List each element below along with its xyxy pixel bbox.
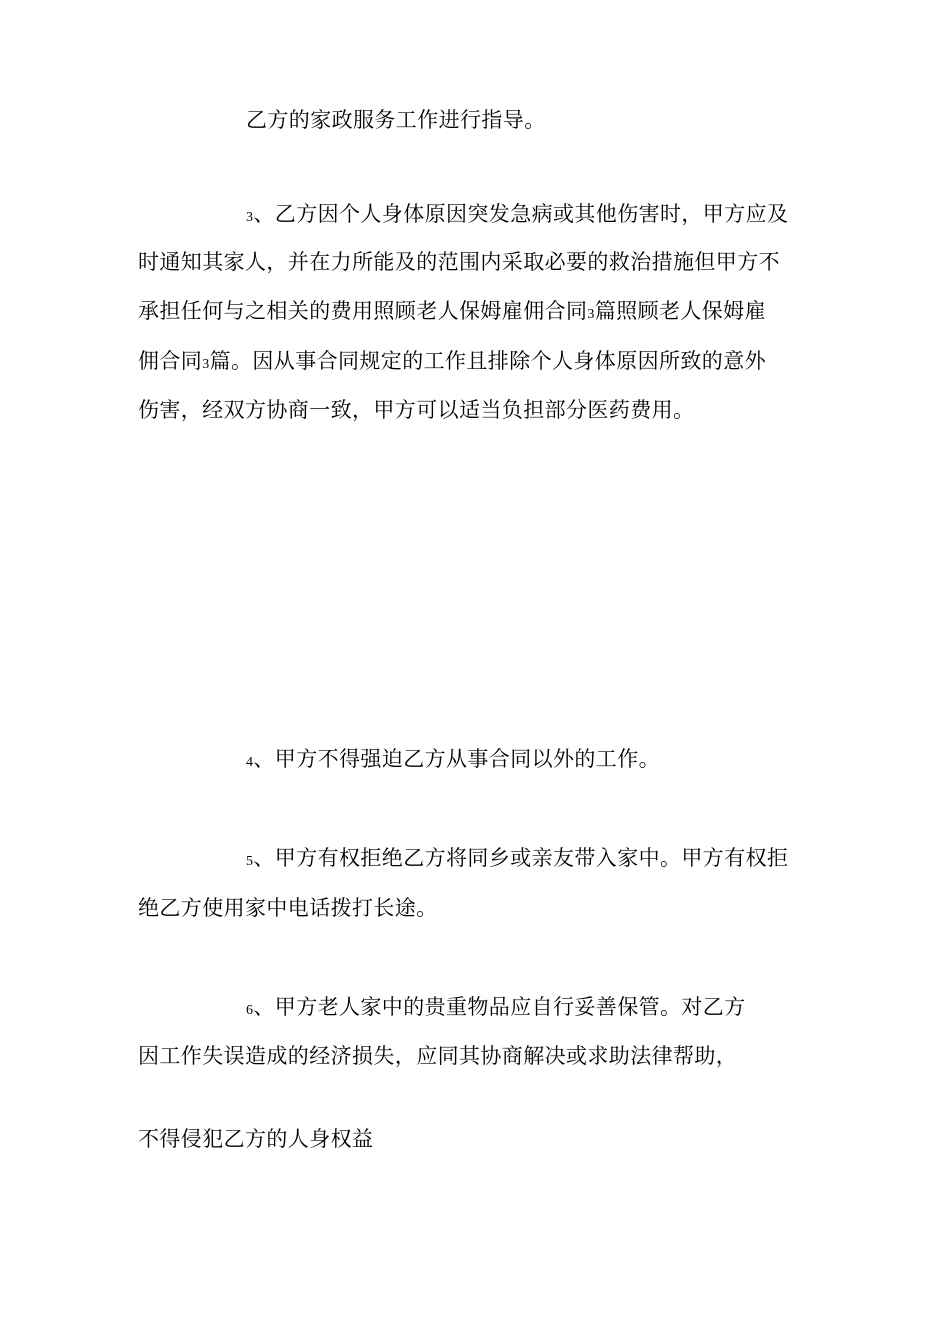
clause-number: 4 [246,755,254,770]
line-text: 、甲方有权拒绝乙方将同乡或亲友带入家中。甲方有权拒 [253,846,789,870]
paragraph-line [138,247,780,277]
paragraph-line [138,893,438,923]
line-text: 因工作失误造成的经济损失，应同其协商解决或求助法律帮助， [138,1044,738,1068]
line-text: 篇照顾老人保姆雇 [594,299,767,323]
line-text: 篇。因从事合同规定的工作且排除个人身体原因所致的意外 [209,349,767,373]
paragraph-line [246,105,546,135]
line-text: 承担任何与之相关的费用照顾老人保姆雇佣合同 [138,299,588,323]
clause-5-line [246,843,788,877]
clause-6-line [246,992,746,1026]
inline-number: 3 [202,357,210,372]
line-text: 绝乙方使用家中电话拨打长途。 [138,896,438,920]
line-text: 、乙方因个人身体原因突发急病或其他伤害时，甲方应及 [253,202,789,226]
clause-number: 6 [246,1003,254,1018]
line-text: 佣合同 [138,349,203,373]
clause-3-line [246,199,788,233]
line-text: 时通知其家人，并在力所能及的范围内采取必要的救治措施但甲方不 [138,250,780,274]
line-text: 、甲方不得强迫乙方从事合同以外的工作。 [253,747,661,771]
paragraph-line [138,346,766,380]
clause-number: 3 [246,210,254,225]
paragraph-line [138,1041,737,1071]
paragraph-line [138,1124,373,1154]
line-text: 乙方的家政服务工作进行指导。 [246,108,546,132]
line-text: 伤害，经双方协商一致，甲方可以适当负担部分医药费用。 [138,398,695,422]
paragraph-line [138,395,694,425]
paragraph-line [138,296,766,330]
line-text: 、甲方老人家中的贵重物品应自行妥善保管。对乙方 [253,995,746,1019]
clause-number: 5 [246,854,254,869]
clause-4-line [246,744,660,778]
line-text: 不得侵犯乙方的人身权益 [138,1127,374,1151]
inline-number: 3 [587,307,595,322]
